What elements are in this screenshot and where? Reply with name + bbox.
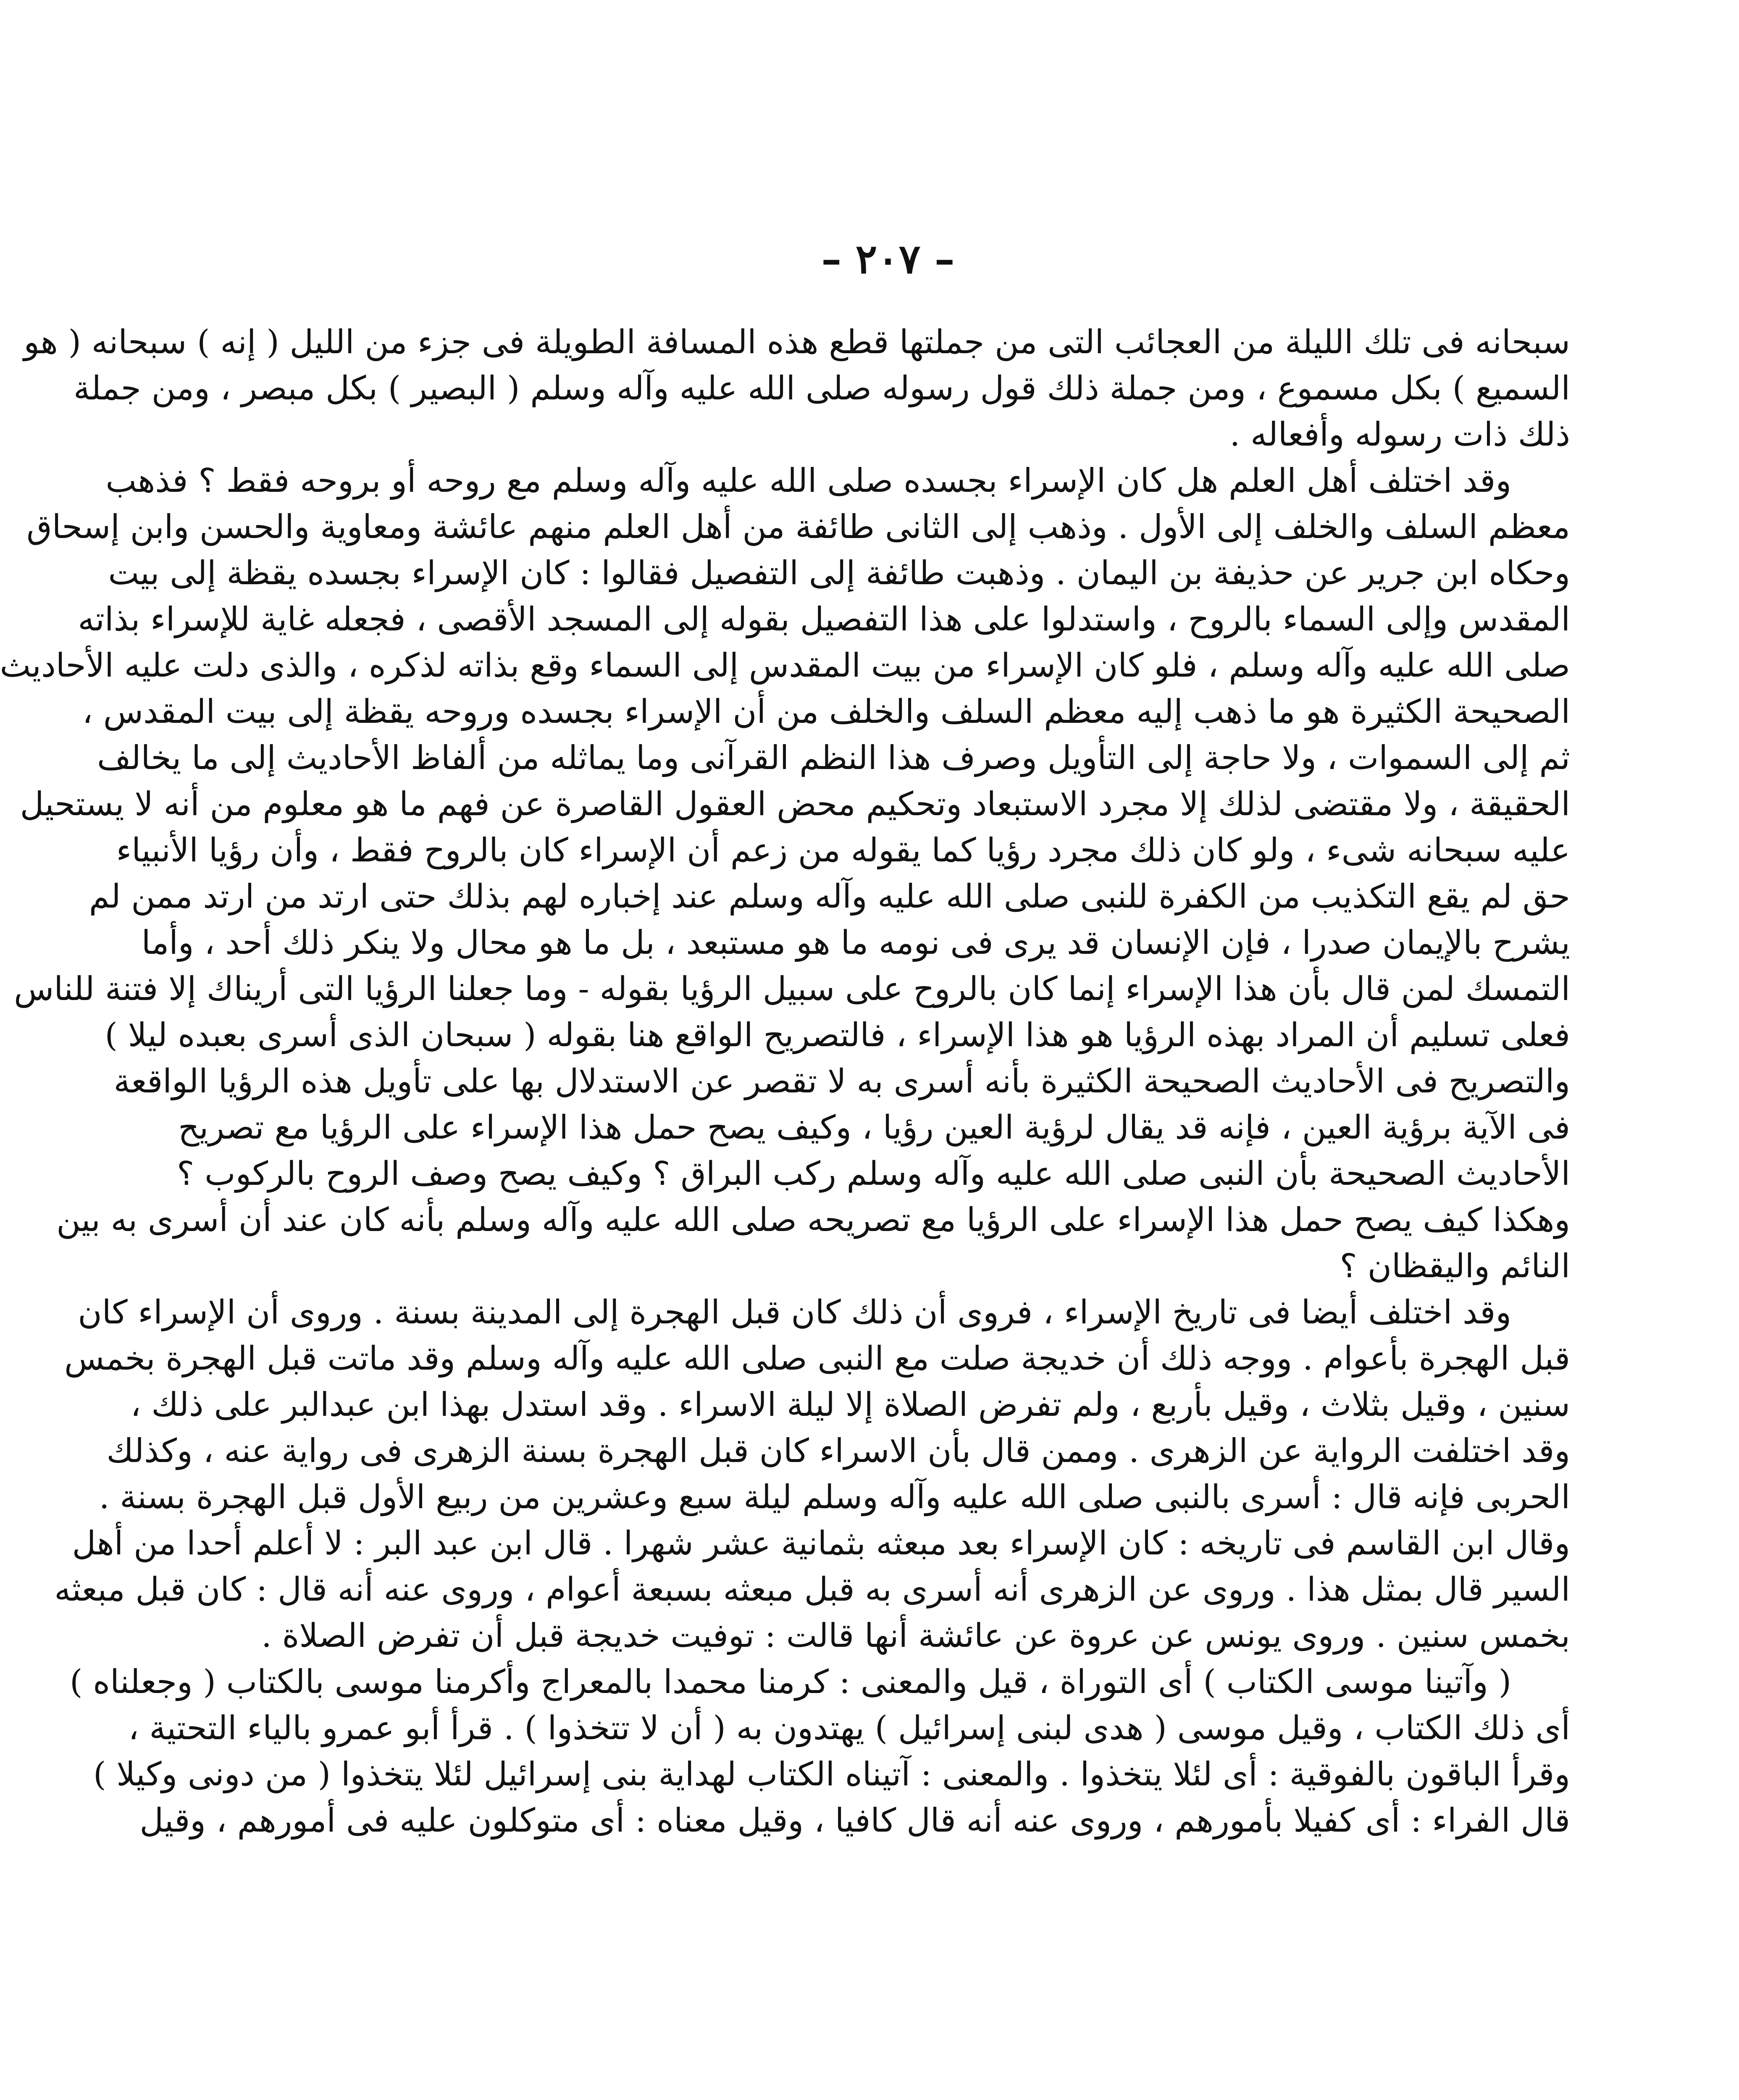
text-line: الحربى فإنه قال : أسرى بالنبى صلى الله عليه وآله وسلم ليلة سبع وعشرين من ربيع الأول قبل الهجرة بسنة .: [99, 1478, 1570, 1516]
paragraph: [0, 458, 1570, 1289]
paragraph: [70, 1659, 1570, 1844]
text-line: وهكذا كيف يصح حمل هذا الإسراء على الرؤيا مع تصريحه صلى الله عليه وآله وسلم بأنه كان عند أن أسرى به بين: [56, 1201, 1570, 1239]
text-line: سبحانه فى تلك الليلة من العجائب التى من جملتها قطع هذه المسافة الطويلة فى جزء من الليل ( إنه ) سبحانه ( هو: [24, 323, 1570, 361]
text-line: فى الآية برؤية العين ، فإنه قد يقال لرؤية العين رؤيا ، وكيف يصح حمل هذا الإسراء على الرؤيا مع تصريح: [178, 1109, 1570, 1147]
text-line: بخمس سنين . وروى يونس عن عروة عن عائشة أنها قالت : توفيت خديجة قبل أن تفرض الصلاة .: [261, 1617, 1570, 1655]
text-line: يشرح بالإيمان صدرا ، فإن الإنسان قد يرى فى نومه ما هو مستبعد ، بل ما هو محال ولا ينكر ذلك أحد ، وأما: [141, 924, 1570, 962]
text-line: النائم واليقظان ؟: [1340, 1247, 1570, 1285]
paragraph: [24, 319, 1570, 458]
text-line: والتصريح فى الأحاديث الصحيحة الكثيرة بأنه أسرى به لا تقصر عن الاستدلال بها على تأويل هذه الرؤيا الواقعة: [113, 1063, 1570, 1100]
text-line: التمسك لمن قال بأن هذا الإسراء إنما كان بالروح على سبيل الرؤيا بقوله - وما جعلنا الرؤيا التى أريناك إلا فتنة للناس: [14, 970, 1570, 1008]
text-line: وقرأ الباقون بالفوقية : أى لئلا يتخذوا . والمعنى : آتيناه الكتاب لهداية بنى إسرائيل لئلا يتخذوا ( من دونى وكيلا ): [93, 1756, 1570, 1793]
text-line: ( وآتينا موسى الكتاب ) أى التوراة ، قيل والمعنى : كرمنا محمدا بالمعراج وأكرمنا موسى بالكتاب ( وجعلناه ): [70, 1663, 1511, 1701]
text-line: صلى الله عليه وآله وسلم ، فلو كان الإسراء من بيت المقدس إلى السماء وقع بذاته لذكره ، والذى دلت عليه الأحاديث: [0, 647, 1570, 685]
text-line: السميع ) بكل مسموع ، ومن جملة ذلك قول رسوله صلى الله عليه وآله وسلم ( البصير ) بكل مبصر ، ومن جملة: [74, 370, 1570, 407]
text-line: وقد اختلف أيضا فى تاريخ الإسراء ، فروى أن ذلك كان قبل الهجرة إلى المدينة بسنة . وروى أن الإسراء كان: [78, 1294, 1511, 1331]
text-line: المقدس وإلى السماء بالروح ، واستدلوا على هذا التفصيل بقوله إلى المسجد الأقصى ، فجعله غاية للإسراء بذاته: [78, 601, 1570, 638]
text-line: الصحيحة الكثيرة هو ما ذهب إليه معظم السلف والخلف من أن الإسراء بجسده وروحه يقظة إلى بيت المقدس ،: [82, 693, 1570, 731]
text-line: وقد اختلفت الرواية عن الزهرى . وممن قال بأن الاسراء كان قبل الهجرة بسنة الزهرى فى رواية عنه ، وكذلك: [106, 1432, 1570, 1470]
text-line: وحكاه ابن جرير عن حذيفة بن اليمان . وذهبت طائفة إلى التفصيل فقالوا : كان الإسراء بجسده يقظة إلى بيت: [108, 554, 1570, 592]
text-line: عليه سبحانه شىء ، ولو كان ذلك مجرد رؤيا كما يقوله من زعم أن الإسراء كان بالروح فقط ، وأن رؤيا الأنبياء: [116, 832, 1570, 869]
text-body: [0, 319, 1570, 1844]
text-line: فعلى تسليم أن المراد بهذه الرؤيا هو هذا الإسراء ، فالتصريح الواقع هنا بقوله ( سبحان الذى أسرى بعبده ليلا ): [105, 1016, 1570, 1054]
text-line: حق لم يقع التكذيب من الكفرة للنبى صلى الله عليه وآله وسلم عند إخباره لهم بذلك حتى ارتد من ارتد ممن لم: [89, 878, 1570, 916]
text-line: معظم السلف والخلف إلى الأول . وذهب إلى الثانى طائفة من أهل العلم منهم عائشة ومعاوية والحسن وابن إسحاق: [26, 508, 1570, 546]
text-line: ذلك ذات رسوله وأفعاله .: [1229, 416, 1570, 454]
text-line: الحقيقة ، ولا مقتضى لذلك إلا مجرد الاستبعاد وتحكيم محض العقول القاصرة عن فهم ما هو معلوم من أنه لا يستحيل: [20, 785, 1570, 823]
paragraph: [54, 1289, 1570, 1659]
text-line: سنين ، وقيل بثلاث ، وقيل بأربع ، ولم تفرض الصلاة إلا ليلة الاسراء . وقد استدل بهذا ابن عبدالبر على ذلك ،: [130, 1386, 1570, 1424]
text-line: ثم إلى السموات ، ولا حاجة إلى التأويل وصرف هذا النظم القرآنى وما يماثله من ألفاظ الأحاديث إلى ما يخالف: [97, 739, 1570, 777]
text-line: السير قال بمثل هذا . وروى عن الزهرى أنه أسرى به قبل مبعثه بسبعة أعوام ، وروى عنه أنه قال : كان قبل مبعثه: [54, 1571, 1570, 1609]
text-line: وقال ابن القاسم فى تاريخه : كان الإسراء بعد مبعثه بثمانية عشر شهرا . قال ابن عبد البر : لا أعلم أحدا من أهل: [72, 1525, 1570, 1562]
text-line: قبل الهجرة بأعوام . ووجه ذلك أن خديجة صلت مع النبى صلى الله عليه وآله وسلم وقد ماتت قبل الهجرة بخمس: [64, 1340, 1570, 1378]
text-line: قال الفراء : أى كفيلا بأمورهم ، وروى عنه أنه قال كافيا ، وقيل معناه : أى متوكلون عليه فى أمورهم ، وقيل: [139, 1802, 1570, 1840]
text-line: أى ذلك الكتاب ، وقيل موسى ( هدى لبنى إسرائيل ) يهتدون به ( أن لا تتخذوا ) . قرأ أبو عمرو بالياء التحتية ،: [128, 1709, 1570, 1747]
text-line: وقد اختلف أهل العلم هل كان الإسراء بجسده صلى الله عليه وآله وسلم مع روحه أو بروحه فقط ؟ فذهب: [105, 462, 1511, 500]
page-number: – ٢٠٧ –: [821, 235, 955, 283]
text-line: الأحاديث الصحيحة بأن النبى صلى الله عليه وآله وسلم ركب البراق ؟ وكيف يصح وصف الروح بالركوب ؟: [176, 1155, 1570, 1193]
